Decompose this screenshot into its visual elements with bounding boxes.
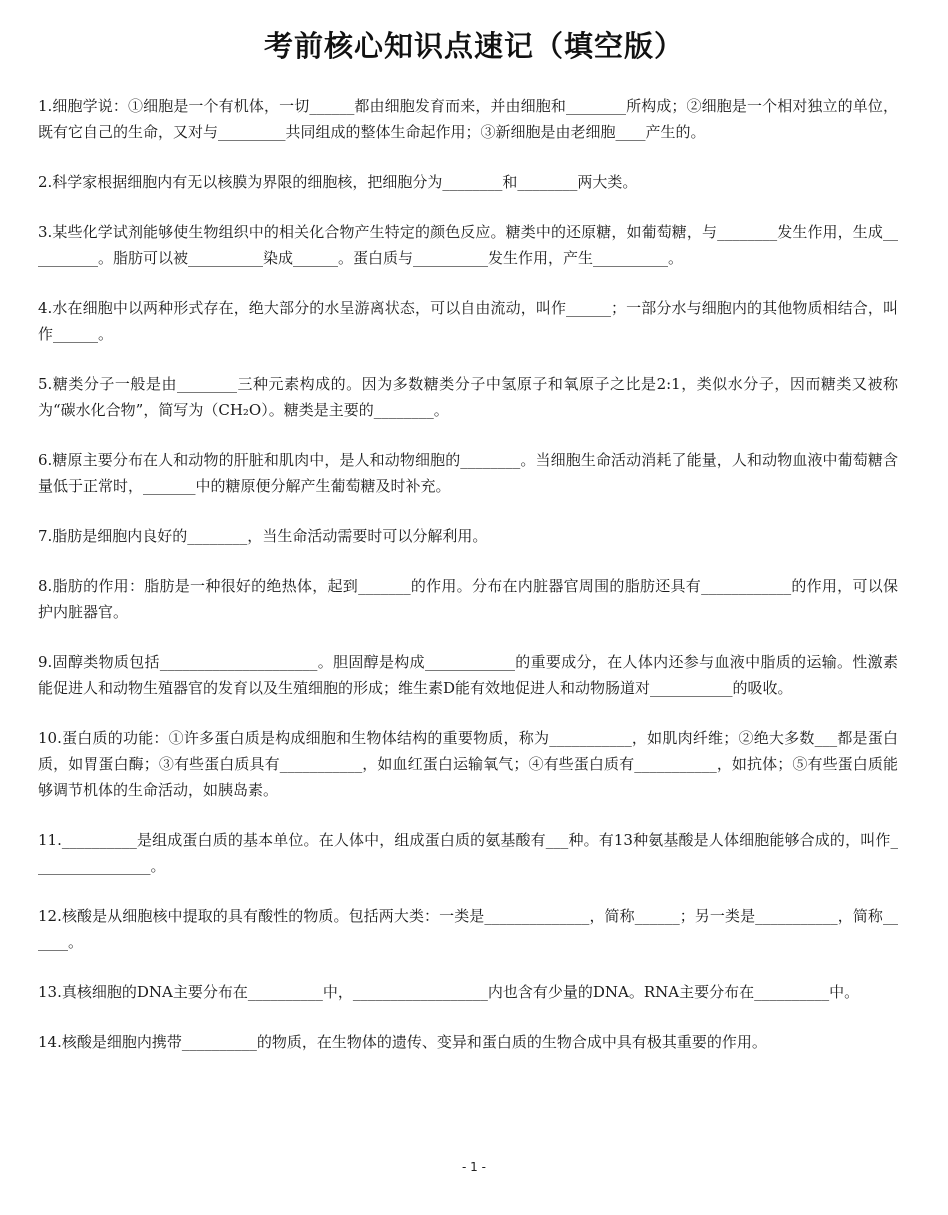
question-4: 4.水在细胞中以两种形式存在，绝大部分的水呈游离状态，可以自由流动，叫作______；一部分水与细胞内的其他物质相结合，叫作______。 — [38, 299, 898, 343]
question-11: 11.__________是组成蛋白质的基本单位。在人体中，组成蛋白质的氨基酸有___种。有13种氨基酸是人体细胞能够合成的，叫作________________。 — [38, 831, 898, 875]
question-7: 7.脂肪是细胞内良好的________，当生命活动需要时可以分解利用。 — [38, 527, 488, 545]
question-8: 8.脂肪的作用：脂肪是一种很好的绝热体，起到_______的作用。分布在内脏器官周围的脂肪还具有____________的作用，可以保护内脏器官。 — [38, 577, 898, 621]
question-list — [38, 93, 898, 1079]
question-6: 6.糖原主要分布在人和动物的肝脏和肌肉中，是人和动物细胞的________。当细胞生命活动消耗了能量，人和动物血液中葡萄糖含量低于正常时，_______中的糖原便分解产生葡萄糖及时补充。 — [38, 451, 898, 495]
question-3: 3.某些化学试剂能够使生物组织中的相关化合物产生特定的颜色反应。糖类中的还原糖，如葡萄糖，与________发生作用，生成__________。脂肪可以被__________染成______。蛋白质与__________发生作用，产生__________。 — [38, 223, 898, 267]
question-9: 9.固醇类物质包括_____________________。胆固醇是构成____________的重要成分，在人体内还参与血液中脂质的运输。性激素能促进人和动物生殖器官的发育以及生殖细胞的形成；维生素D能有效地促进人和动物肠道对___________的吸收。 — [38, 653, 898, 697]
question-14: 14.核酸是细胞内携带__________的物质，在生物体的遗传、变异和蛋白质的生物合成中具有极其重要的作用。 — [38, 1033, 767, 1051]
page-title: 考前核心知识点速记（填空版） — [263, 29, 684, 63]
question-12: 12.核酸是从细胞核中提取的具有酸性的物质。包括两大类：一类是______________，简称______；另一类是___________，简称______。 — [38, 907, 898, 951]
question-1: 1.细胞学说：①细胞是一个有机体，一切______都由细胞发育而来，并由细胞和________所构成；②细胞是一个相对独立的单位，既有它自己的生命，又对与_________共同组成的整体生命起作用；③新细胞是由老细胞____产生的。 — [38, 97, 898, 141]
question-5: 5.糖类分子一般是由________三种元素构成的。因为多数糖类分子中氢原子和氧原子之比是2:1，类似水分子，因而糖类又被称为“碳水化合物”，简写为（CH₂O）。糖类是主要的________。 — [38, 375, 898, 419]
question-10: 10.蛋白质的功能：①许多蛋白质是构成细胞和生物体结构的重要物质，称为___________，如肌肉纤维；②绝大多数___都是蛋白质，如胃蛋白酶；③有些蛋白质具有___________，如血红蛋白运输氧气；④有些蛋白质有___________，如抗体；⑤有些蛋白质能够调节机体的生命活动，如胰岛素。 — [38, 729, 898, 799]
question-2: 2.科学家根据细胞内有无以核膜为界限的细胞核，把细胞分为________和________两大类。 — [38, 173, 638, 191]
question-13: 13.真核细胞的DNA主要分布在__________中，__________________内也含有少量的DNA。RNA主要分布在__________中。 — [38, 983, 860, 1001]
page-number: - 1 - — [462, 1160, 486, 1174]
